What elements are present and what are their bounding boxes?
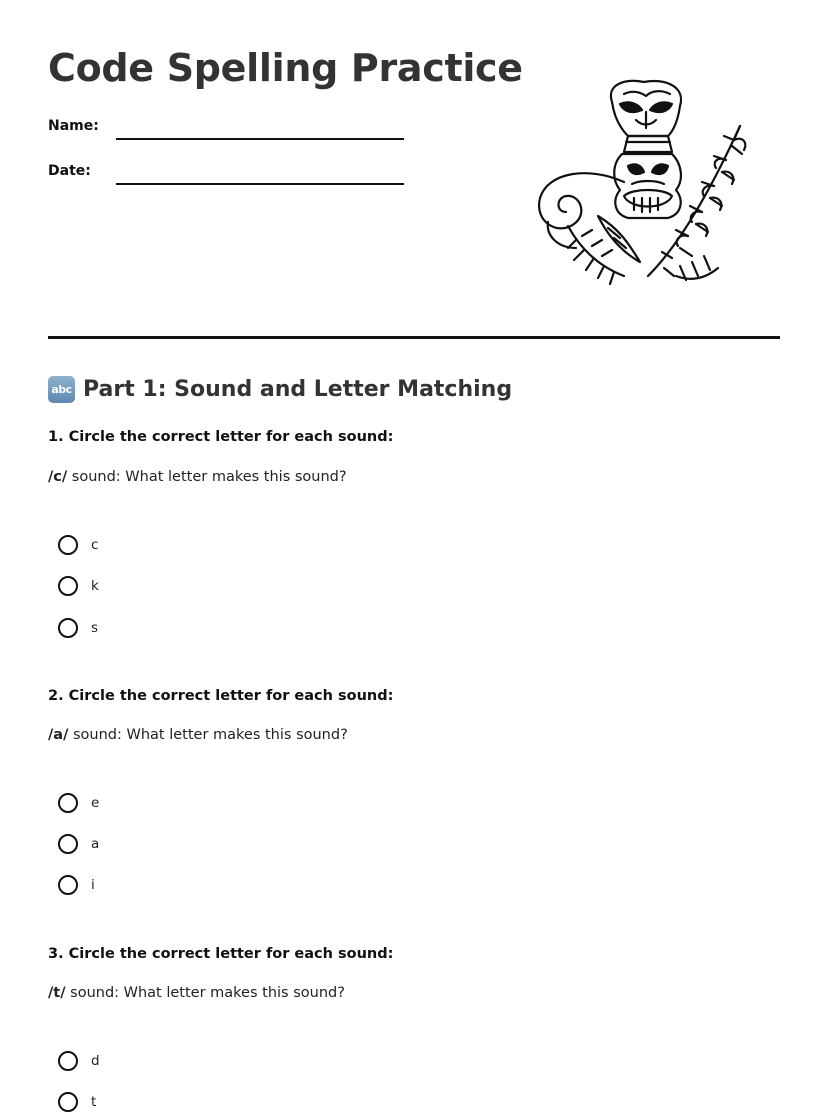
option-label: c (91, 537, 99, 553)
question-title: 1. Circle the correct letter for each sound: (48, 429, 394, 445)
date-label: Date: (48, 163, 91, 179)
answer-option[interactable] (58, 533, 98, 557)
name-field[interactable] (116, 138, 404, 140)
answer-option[interactable] (58, 791, 99, 815)
sound-label: /a/ (48, 727, 69, 743)
radio-circle-icon[interactable] (58, 834, 78, 854)
worksheet-title: Code Spelling Practice (48, 46, 523, 90)
radio-circle-icon[interactable] (58, 1051, 78, 1071)
option-label: i (91, 877, 95, 893)
question-prompt (48, 985, 345, 1001)
question-title: 2. Circle the correct letter for each sound: (48, 688, 394, 704)
answer-option[interactable] (58, 832, 99, 856)
answer-option[interactable] (58, 1049, 100, 1073)
option-label: t (91, 1094, 97, 1110)
part1-heading (48, 374, 512, 404)
sound-label: /c/ (48, 469, 68, 485)
abc-input-icon: abc (48, 376, 75, 403)
radio-circle-icon[interactable] (58, 793, 78, 813)
option-label: a (91, 836, 100, 852)
radio-circle-icon[interactable] (58, 1092, 78, 1112)
answer-option[interactable] (58, 1090, 96, 1114)
name-label: Name: (48, 118, 99, 134)
option-label: d (91, 1053, 100, 1069)
option-label: k (91, 578, 99, 594)
option-label: e (91, 795, 100, 811)
question-prompt (48, 727, 348, 743)
answer-option[interactable] (58, 873, 95, 897)
answer-option[interactable] (58, 574, 99, 598)
header-divider (48, 336, 780, 339)
option-label: s (91, 620, 99, 636)
tiki-fern-logo-icon (528, 76, 754, 290)
date-field[interactable] (116, 183, 404, 185)
sound-label: /t/ (48, 985, 66, 1001)
answer-option[interactable] (58, 616, 98, 640)
prompt-text: sound: What letter makes this sound? (70, 985, 345, 1001)
prompt-text: sound: What letter makes this sound? (71, 469, 347, 485)
part1-title: Part 1: Sound and Letter Matching (83, 376, 513, 402)
radio-circle-icon[interactable] (58, 535, 78, 555)
radio-circle-icon[interactable] (58, 618, 78, 638)
radio-circle-icon[interactable] (58, 576, 78, 596)
question-title: 3. Circle the correct letter for each sound: (48, 946, 394, 962)
question-prompt (48, 469, 347, 485)
prompt-text: sound: What letter makes this sound? (73, 727, 348, 743)
radio-circle-icon[interactable] (58, 875, 78, 895)
